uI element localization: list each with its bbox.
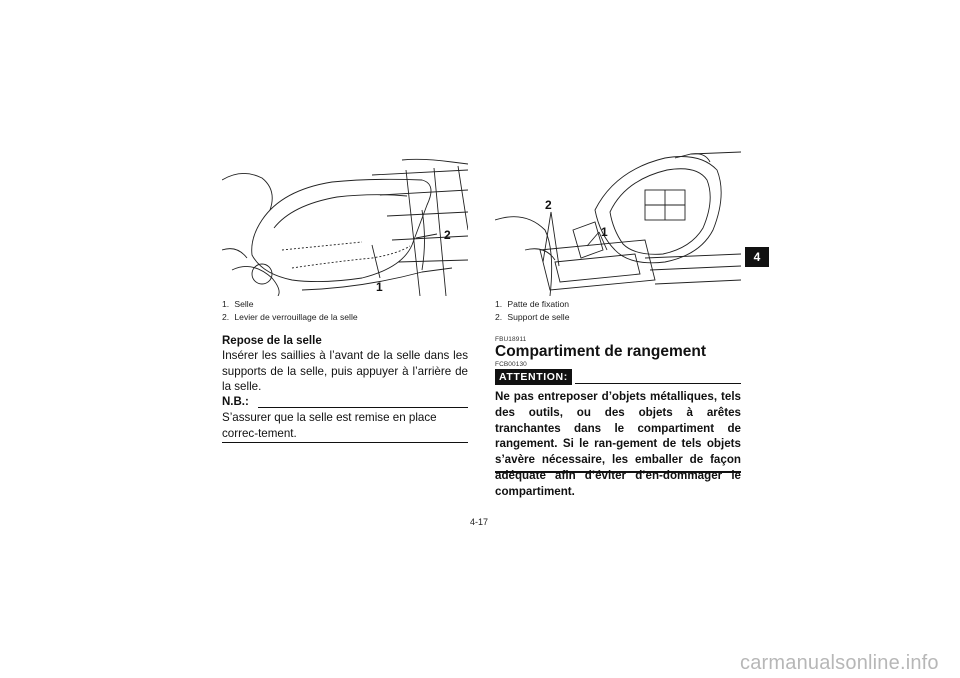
chapter-tab: 4 <box>745 247 769 267</box>
right-callout-2: 2 <box>545 198 552 212</box>
note-bottom-rule <box>222 442 468 443</box>
note-top-rule <box>258 407 468 408</box>
attention-code: FCB00130 <box>495 361 527 368</box>
caption-item: 1. Selle <box>222 299 254 309</box>
caption-item: 2. Levier de verrouillage de la selle <box>222 312 358 322</box>
page-number: 4-17 <box>470 517 489 527</box>
attention-top-rule <box>575 383 741 384</box>
caption-item: 2. Support de selle <box>495 312 570 322</box>
caption-item: 1. Patte de fixation <box>495 299 570 309</box>
right-callout-1: 1 <box>601 225 608 239</box>
left-callout-1: 1 <box>376 280 383 294</box>
section-code: FBU18911 <box>495 336 527 343</box>
attention-badge: ATTENTION: <box>495 369 572 385</box>
storage-compartment-illustration <box>495 150 741 296</box>
seat-illustration <box>222 150 468 296</box>
left-figure-captions <box>222 298 468 324</box>
subheading-repose: Repose de la selle <box>222 335 322 347</box>
right-figure-captions <box>495 298 741 324</box>
attention-bottom-rule <box>495 471 741 473</box>
section-title: Compartiment de rangement <box>495 343 707 360</box>
note-text: S’assurer que la selle est remise en place correc-tement. <box>222 411 437 440</box>
watermark: carmanualsonline.info <box>740 652 939 674</box>
repose-paragraph: Insérer les saillies à l’avant de la selle dans les supports de la selle, puis appuyer à l’arrière de la selle. <box>222 349 468 394</box>
note-label: N.B.: <box>222 396 249 408</box>
left-callout-2: 2 <box>444 228 451 242</box>
attention-text: Ne pas entreposer d’objets métalliques, tels des outils, ou des objets à arêtes tranchantes dans le compartiment de rangement. Si le ran-gement de tels objets s’avère nécessaire, les emballer de façon adéquate afin d’éviter d’en-dommager le compartiment. <box>495 390 741 498</box>
